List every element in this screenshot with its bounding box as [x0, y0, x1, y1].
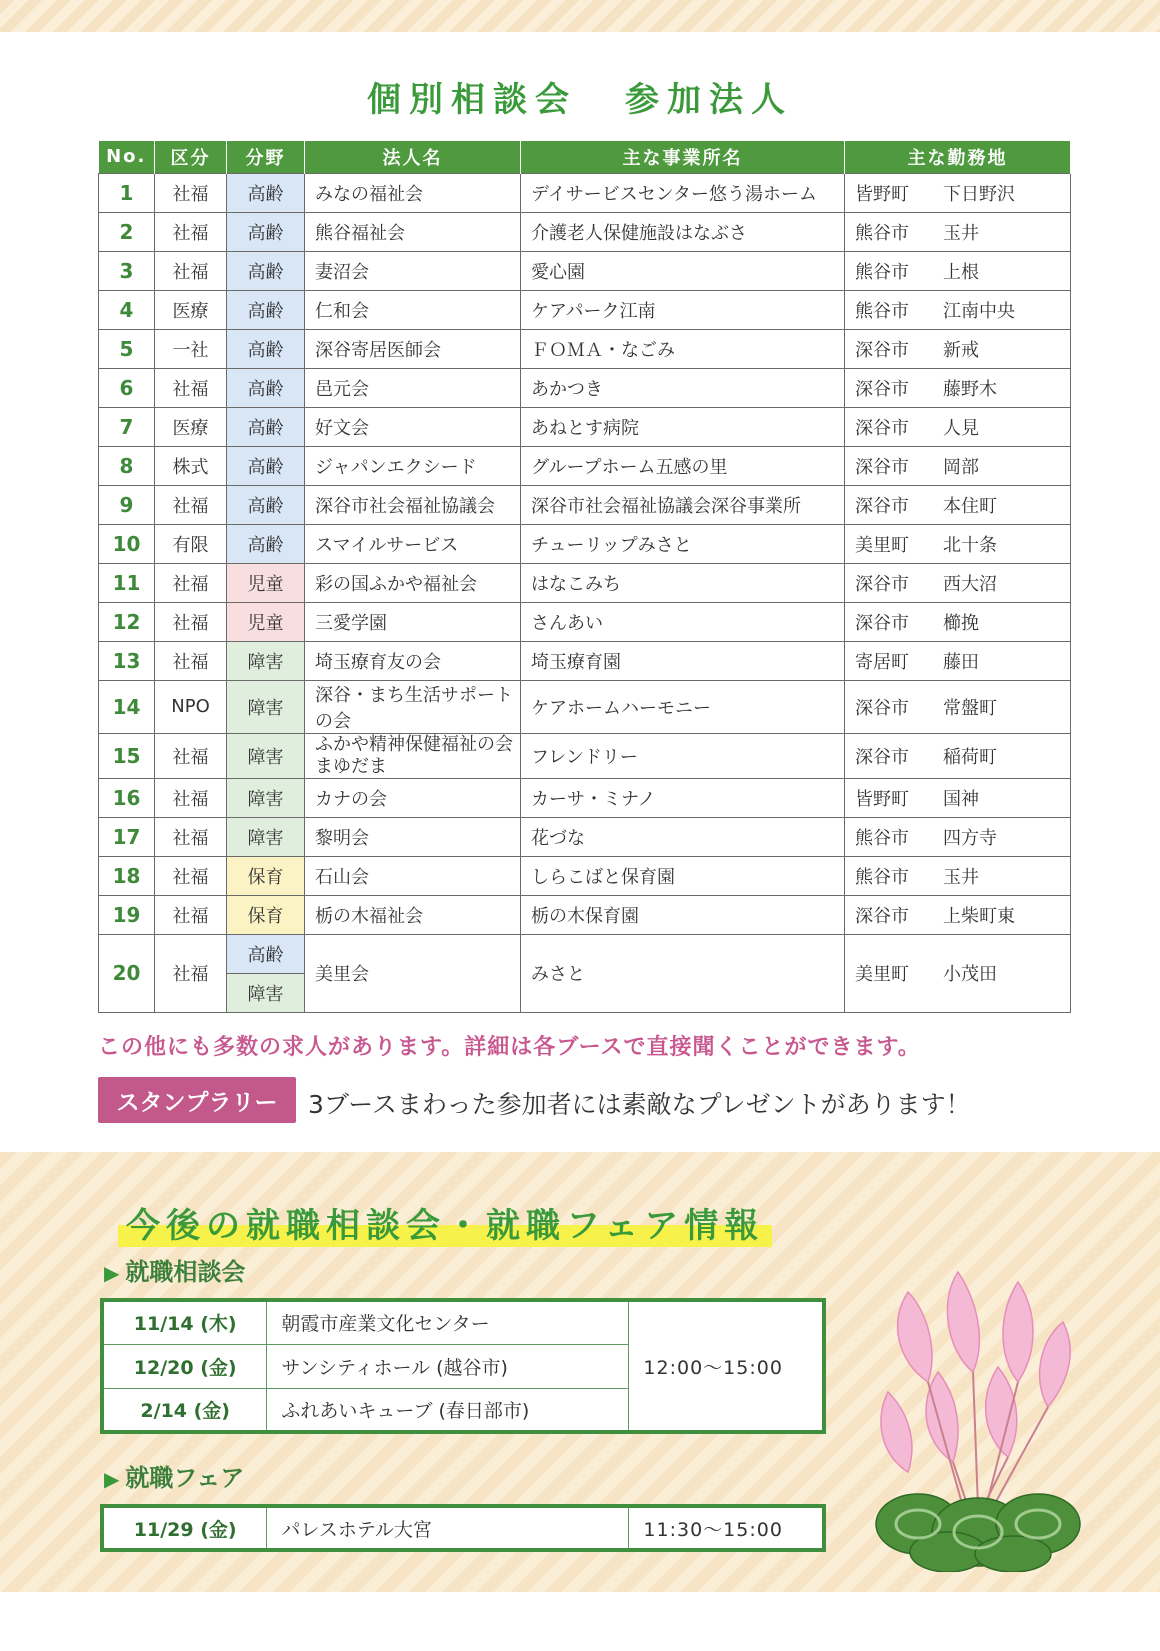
row-area	[845, 602, 1071, 641]
row-no: 5	[99, 329, 155, 368]
fair-date: 11/29 (金)	[102, 1506, 267, 1550]
header-office: 主な事業所名	[521, 141, 845, 173]
row-name	[305, 733, 521, 778]
row-office: 栃の木保育園	[521, 895, 845, 934]
fair-table	[100, 1504, 826, 1552]
row-no: 19	[99, 895, 155, 934]
row-area	[845, 173, 1071, 212]
row-city: 熊谷市	[855, 261, 909, 283]
row-name: 石山会	[305, 856, 521, 895]
row-area	[845, 329, 1071, 368]
row-area	[845, 485, 1071, 524]
row-no: 17	[99, 817, 155, 856]
table-row	[99, 212, 1071, 251]
consult-date: 2/14 (金)	[102, 1388, 267, 1432]
row-area	[845, 934, 1071, 1012]
row-town: 新戒	[943, 339, 979, 361]
row-bunya: 高齢	[227, 485, 305, 524]
row-office: しらこばと保育園	[521, 856, 845, 895]
row-town: 岡部	[943, 456, 979, 478]
upcoming-title: 今後の就職相談会・就職フェア情報	[118, 1198, 772, 1247]
header-name: 法人名	[305, 141, 521, 173]
consult-date: 12/20 (金)	[102, 1344, 267, 1388]
row-kubun: 一社	[155, 329, 227, 368]
triangle-icon: ▶	[104, 1261, 120, 1285]
consult-table	[100, 1298, 826, 1434]
row-name: 仁和会	[305, 290, 521, 329]
row-name: 彩の国ふかや福祉会	[305, 563, 521, 602]
row-name: ジャパンエクシード	[305, 446, 521, 485]
row-kubun: 株式	[155, 446, 227, 485]
table-row	[99, 407, 1071, 446]
row-name: スマイルサービス	[305, 524, 521, 563]
note-text: この他にも多数の求人があります。詳細は各ブースで直接聞くことができます。	[98, 1035, 921, 1060]
row-kubun: 社福	[155, 485, 227, 524]
row-area	[845, 407, 1071, 446]
row-office: カーサ・ミナノ	[521, 778, 845, 817]
row-town: 藤野木	[943, 378, 997, 400]
row-town: 国神	[943, 788, 979, 810]
row-no: 18	[99, 856, 155, 895]
row-no: 4	[99, 290, 155, 329]
row-name: 妻沼会	[305, 251, 521, 290]
fair-venue: パレスホテル大宮	[267, 1506, 629, 1550]
row-kubun: 社福	[155, 212, 227, 251]
table-row	[99, 817, 1071, 856]
row-name: 邑元会	[305, 368, 521, 407]
row-name: みなの福祉会	[305, 173, 521, 212]
page-title	[0, 72, 1160, 121]
row-town: 玉井	[943, 222, 979, 244]
row-office: ケアホームハーモニー	[521, 680, 845, 733]
row-kubun: 社福	[155, 895, 227, 934]
row-town: 下日野沢	[943, 183, 1015, 205]
table-row	[99, 446, 1071, 485]
row-office: ケアパーク江南	[521, 290, 845, 329]
row-name: 深谷市社会福祉協議会	[305, 485, 521, 524]
row-city: 熊谷市	[855, 300, 909, 322]
row-kubun: 社福	[155, 934, 227, 1012]
row-area	[845, 368, 1071, 407]
row-city: 美里町	[855, 964, 909, 985]
consult-venue: 朝霞市産業文化センター	[267, 1300, 629, 1344]
row-city: 深谷市	[855, 573, 909, 595]
row-bunya: 保育	[227, 856, 305, 895]
row-bunya: 保育	[227, 895, 305, 934]
row-area	[845, 446, 1071, 485]
row-bunya: 高齢	[227, 290, 305, 329]
row-name: 埼玉療育友の会	[305, 641, 521, 680]
table-row	[99, 778, 1071, 817]
row-office: チューリップみさと	[521, 524, 845, 563]
row-office: デイサービスセンター悠う湯ホーム	[521, 173, 845, 212]
row-bunya: 高齢	[227, 407, 305, 446]
row-area	[845, 641, 1071, 680]
row-kubun: 社福	[155, 817, 227, 856]
row-kubun: 社福	[155, 641, 227, 680]
row-bunya: 障害	[227, 817, 305, 856]
table-row	[102, 1506, 824, 1550]
row-town: 藤田	[943, 651, 979, 673]
row-no: 13	[99, 641, 155, 680]
row-area	[845, 212, 1071, 251]
row-name: 黎明会	[305, 817, 521, 856]
row-no: 8	[99, 446, 155, 485]
row-town: 小茂田	[943, 964, 997, 985]
row-kubun: 医療	[155, 407, 227, 446]
row-city: 深谷市	[855, 612, 909, 634]
table-row	[99, 173, 1071, 212]
fair-heading-label: 就職フェア	[125, 1464, 245, 1492]
row-office: 花づな	[521, 817, 845, 856]
row-no: 16	[99, 778, 155, 817]
row-bunya: 高齢	[227, 173, 305, 212]
row-no: 6	[99, 368, 155, 407]
table-row	[99, 485, 1071, 524]
row-kubun: 社福	[155, 856, 227, 895]
row-name: 三愛学園	[305, 602, 521, 641]
table-row	[99, 251, 1071, 290]
row-kubun: 医療	[155, 290, 227, 329]
top-stripe-band	[0, 0, 1160, 32]
row-town: 四方寺	[943, 827, 997, 849]
row-kubun: 社福	[155, 563, 227, 602]
table-row	[99, 680, 1071, 733]
row-no: 1	[99, 173, 155, 212]
table-row	[99, 895, 1071, 934]
row-city: 美里町	[855, 534, 909, 556]
row-office: ＦＯＭＡ・なごみ	[521, 329, 845, 368]
row-bunya: 児童	[227, 563, 305, 602]
row-city: 深谷市	[855, 697, 909, 719]
row-area	[845, 733, 1071, 778]
row-name: 好文会	[305, 407, 521, 446]
row-area	[845, 524, 1071, 563]
table-row	[99, 290, 1071, 329]
row-no: 3	[99, 251, 155, 290]
row-office: フレンドリー	[521, 733, 845, 778]
row-office: 深谷市社会福祉協議会深谷事業所	[521, 485, 845, 524]
row-town: 本住町	[943, 495, 997, 517]
row-kubun: 社福	[155, 602, 227, 641]
row-bunya: 高齢	[227, 524, 305, 563]
row-name: 深谷寄居医師会	[305, 329, 521, 368]
row-city: 寄居町	[855, 651, 909, 673]
row-city: 深谷市	[855, 417, 909, 439]
row-area	[845, 895, 1071, 934]
row-city: 深谷市	[855, 339, 909, 361]
row-bunya: 障害	[227, 680, 305, 733]
row-area	[845, 680, 1071, 733]
title-left: 個別相談会	[367, 80, 577, 120]
row-area	[845, 856, 1071, 895]
table-row	[99, 934, 1071, 973]
stamp-rally-text: 3ブースまわった参加者には素敵なプレゼントがあります！	[308, 1090, 971, 1119]
row-no: 7	[99, 407, 155, 446]
row-no: 15	[99, 733, 155, 778]
row-area	[845, 290, 1071, 329]
row-bunya: 高齢	[227, 446, 305, 485]
row-town: 玉井	[943, 866, 979, 888]
row-no: 11	[99, 563, 155, 602]
stamp-rally-badge: スタンプラリー	[98, 1077, 296, 1123]
row-office: 埼玉療育園	[521, 641, 845, 680]
row-no: 20	[99, 934, 155, 1012]
row-town: 北十条	[943, 534, 997, 556]
row-town: 人見	[943, 417, 979, 439]
row-area	[845, 563, 1071, 602]
row-bunya-2: 障害	[227, 973, 305, 1012]
row-kubun: 社福	[155, 251, 227, 290]
table-row	[102, 1300, 824, 1344]
row-town: 櫛挽	[943, 612, 979, 634]
row-office: はなこみち	[521, 563, 845, 602]
row-bunya: 高齢	[227, 329, 305, 368]
row-name: 栃の木福祉会	[305, 895, 521, 934]
table-row	[99, 733, 1071, 778]
consult-time: 12:00〜15:00	[629, 1300, 824, 1432]
row-bunya: 高齢	[227, 934, 305, 973]
row-city: 熊谷市	[855, 866, 909, 888]
table-row	[99, 524, 1071, 563]
row-office: あねとす病院	[521, 407, 845, 446]
row-no: 12	[99, 602, 155, 641]
row-town: 常盤町	[943, 697, 997, 719]
consult-heading	[104, 1252, 245, 1287]
row-city: 熊谷市	[855, 222, 909, 244]
row-bunya: 児童	[227, 602, 305, 641]
triangle-icon: ▶	[104, 1467, 120, 1491]
header-kubun: 区分	[155, 141, 227, 173]
row-office: グループホーム五感の里	[521, 446, 845, 485]
row-name-line-1: ふかや精神保健福祉の会	[315, 733, 513, 755]
row-kubun: 社福	[155, 173, 227, 212]
row-kubun: 有限	[155, 524, 227, 563]
row-city: 皆野町	[855, 183, 909, 205]
row-no: 2	[99, 212, 155, 251]
bottom-white-band	[0, 1592, 1160, 1651]
cyclamen-flower-illustration	[868, 1262, 1088, 1572]
row-town: 稲荷町	[943, 746, 997, 768]
table-row	[99, 856, 1071, 895]
row-bunya: 障害	[227, 778, 305, 817]
row-name: カナの会	[305, 778, 521, 817]
row-office: みさと	[521, 934, 845, 1012]
row-city: 深谷市	[855, 495, 909, 517]
row-kubun: NPO	[155, 680, 227, 733]
row-kubun: 社福	[155, 368, 227, 407]
row-bunya: 高齢	[227, 251, 305, 290]
table-row	[99, 329, 1071, 368]
row-name-line-2: まゆだま	[315, 755, 387, 777]
table-row	[99, 368, 1071, 407]
row-area	[845, 251, 1071, 290]
title-right: 参加法人	[625, 80, 793, 120]
row-town: 西大沼	[943, 573, 997, 595]
header-area: 主な勤務地	[845, 141, 1071, 173]
consult-date: 11/14 (木)	[102, 1300, 267, 1344]
row-city: 深谷市	[855, 746, 909, 768]
row-city: 熊谷市	[855, 827, 909, 849]
row-name: 美里会	[305, 934, 521, 1012]
row-city: 深谷市	[855, 456, 909, 478]
table-header-row	[99, 141, 1071, 173]
row-bunya: 障害	[227, 641, 305, 680]
row-bunya: 高齢	[227, 368, 305, 407]
row-city: 深谷市	[855, 905, 909, 927]
row-office: あかつき	[521, 368, 845, 407]
row-bunya: 障害	[227, 733, 305, 778]
fair-time: 11:30〜15:00	[629, 1506, 824, 1550]
row-bunya: 高齢	[227, 212, 305, 251]
participants-table	[98, 141, 1071, 1013]
row-office: さんあい	[521, 602, 845, 641]
row-office: 愛心園	[521, 251, 845, 290]
row-kubun: 社福	[155, 733, 227, 778]
row-town: 上柴町東	[943, 905, 1015, 927]
row-name: 深谷・まち生活サポートの会	[305, 680, 521, 733]
table-row	[99, 602, 1071, 641]
row-area	[845, 817, 1071, 856]
fair-heading	[104, 1458, 244, 1493]
consult-venue: サンシティホール (越谷市)	[267, 1344, 629, 1388]
consult-venue: ふれあいキューブ (春日部市)	[267, 1388, 629, 1432]
row-city: 深谷市	[855, 378, 909, 400]
header-no: No.	[99, 141, 155, 173]
row-no: 10	[99, 524, 155, 563]
header-bunya: 分野	[227, 141, 305, 173]
row-area	[845, 778, 1071, 817]
consult-heading-label: 就職相談会	[125, 1258, 246, 1286]
row-office: 介護老人保健施設はなぶさ	[521, 212, 845, 251]
row-city: 皆野町	[855, 788, 909, 810]
row-kubun: 社福	[155, 778, 227, 817]
row-no: 9	[99, 485, 155, 524]
row-no: 14	[99, 680, 155, 733]
table-row	[99, 641, 1071, 680]
row-town: 上根	[943, 261, 979, 283]
table-row	[99, 563, 1071, 602]
row-name: 熊谷福祉会	[305, 212, 521, 251]
row-town: 江南中央	[943, 300, 1015, 322]
